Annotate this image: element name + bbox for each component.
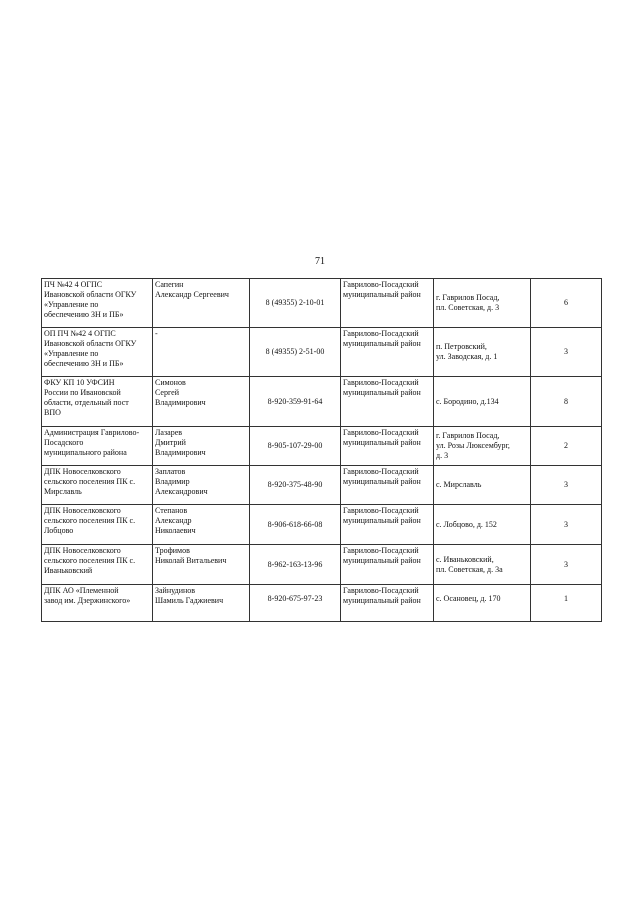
phone-cell-text: 8-906-618-66-08 (267, 519, 323, 529)
district-cell-text: Гаврилово-Посадский муниципальный район (343, 378, 421, 397)
district-cell (341, 427, 434, 466)
table-row (42, 585, 602, 622)
table-row (42, 545, 602, 585)
phone-cell-text: 8-920-675-97-23 (267, 594, 323, 603)
phone-cell-text: 8-920-359-91-64 (267, 396, 323, 406)
organization-cell-text: ФКУ КП 10 УФСИН России по Ивановской области, отдельный пост ВПО (44, 378, 129, 417)
organization-cell-text: ДПК Новоселковского сельского поселения ПК с. Мирславль (44, 467, 136, 496)
district-cell (341, 585, 434, 622)
phone-cell (250, 466, 341, 505)
district-cell (341, 466, 434, 505)
count-cell (531, 466, 602, 505)
address-cell-text: с. Осановец, д. 170 (436, 594, 501, 603)
organization-cell-text: ОП ПЧ №42 4 ОГПС Ивановской области ОГКУ «Управление по обеспечению ЗН и ПБ» (44, 329, 137, 368)
count-cell (531, 427, 602, 466)
table-row (42, 328, 602, 377)
organization-cell-text: ПЧ №42 4 ОГПС Ивановской области ОГКУ «Управление по обеспечению ЗН и ПБ» (44, 280, 137, 319)
count-cell-text: 2 (564, 441, 568, 450)
count-cell (531, 377, 602, 427)
address-cell (434, 328, 531, 377)
phone-cell-text: 8 (49355) 2-10-01 (265, 298, 325, 307)
organization-cell (42, 279, 153, 328)
table-row (42, 279, 602, 328)
address-cell (434, 466, 531, 505)
organization-cell-text: Администрация Гаврилово- Посадского муниципального района (44, 428, 140, 457)
phone-cell (250, 377, 341, 427)
table-row (42, 377, 602, 427)
organization-cell (42, 505, 153, 545)
district-cell-text: Гаврилово-Посадский муниципальный район (343, 280, 421, 299)
count-cell-text: 3 (564, 480, 568, 489)
address-cell (434, 377, 531, 427)
table-row (42, 505, 602, 545)
count-cell (531, 279, 602, 328)
person-cell (153, 466, 250, 505)
organization-cell-text: ДПК Новоселковского сельского поселения ПК с. Иваньковский (44, 546, 136, 575)
count-cell-text: 3 (564, 559, 568, 569)
table-row (42, 466, 602, 505)
phone-cell (250, 545, 341, 585)
district-cell (341, 279, 434, 328)
organization-cell (42, 377, 153, 427)
person-cell-text: Трофимов Николай Витальевич (155, 546, 227, 565)
phone-cell (250, 279, 341, 328)
page-number: 71 (315, 256, 325, 267)
organization-cell (42, 585, 153, 622)
organization-cell (42, 545, 153, 585)
district-cell-text: Гаврилово-Посадский муниципальный район (343, 428, 421, 447)
district-cell (341, 545, 434, 585)
person-cell (153, 377, 250, 427)
person-cell (153, 505, 250, 545)
count-cell-text: 6 (564, 298, 568, 307)
address-cell-text: с. Бородино, д.134 (436, 396, 499, 406)
count-cell (531, 545, 602, 585)
district-cell (341, 328, 434, 377)
address-cell (434, 427, 531, 466)
address-cell-text: с. Лобцово, д. 152 (436, 519, 497, 529)
organization-cell (42, 466, 153, 505)
person-cell-text: Зайнудинов Шамиль Гаджиевич (155, 586, 224, 605)
phone-cell-text: 8-920-375-48-90 (267, 480, 323, 489)
person-cell (153, 545, 250, 585)
address-cell (434, 585, 531, 622)
table-body (42, 279, 602, 622)
person-cell (153, 585, 250, 622)
district-cell (341, 377, 434, 427)
organization-cell (42, 328, 153, 377)
address-cell-text: с. Мирславль (436, 480, 482, 489)
person-cell-text: Сапегин Александр Сергеевич (155, 280, 229, 299)
table-row (42, 427, 602, 466)
district-cell-text: Гаврилово-Посадский муниципальный район (343, 329, 421, 348)
count-cell (531, 505, 602, 545)
person-cell-text: Заплатов Владимир Александрович (155, 467, 208, 496)
district-cell-text: Гаврилово-Посадский муниципальный район (343, 506, 421, 525)
address-cell (434, 545, 531, 585)
phone-cell (250, 585, 341, 622)
count-cell-text: 8 (564, 396, 568, 406)
district-cell-text: Гаврилово-Посадский муниципальный район (343, 467, 421, 486)
count-cell-text: 1 (564, 594, 568, 603)
organization-cell (42, 427, 153, 466)
count-cell (531, 585, 602, 622)
person-cell (153, 328, 250, 377)
person-cell-text: Лазарев Дмитрий Владимирович (155, 428, 206, 457)
address-cell (434, 505, 531, 545)
phone-cell (250, 328, 341, 377)
count-cell-text: 3 (564, 519, 568, 529)
district-cell-text: Гаврилово-Посадский муниципальный район (343, 546, 421, 565)
phone-cell-text: 8-905-107-29-00 (267, 441, 323, 450)
district-cell-text: Гаврилово-Посадский муниципальный район (343, 586, 421, 605)
address-cell-text: г. Гаврилов Посад, ул. Розы Люксембург, д. 3 (436, 431, 510, 460)
address-cell (434, 279, 531, 328)
fire-units-table (41, 278, 602, 622)
organization-cell-text: ДПК Новоселковского сельского поселения ПК с. Лобцово (44, 506, 136, 535)
address-cell-text: г. Гаврилов Посад, пл. Советская, д. 3 (436, 293, 500, 312)
organization-cell-text: ДПК АО «Племенной завод им. Дзержинского» (44, 586, 131, 605)
phone-cell (250, 505, 341, 545)
count-cell (531, 328, 602, 377)
count-cell-text: 3 (564, 347, 568, 356)
district-cell (341, 505, 434, 545)
person-cell (153, 279, 250, 328)
address-cell-text: п. Петровский, ул. Заводская, д. 1 (436, 342, 498, 361)
person-cell-text: Степанов Александр Николаевич (155, 506, 196, 535)
phone-cell-text: 8 (49355) 2-51-00 (265, 347, 325, 356)
phone-cell-text: 8-962-163-13-96 (267, 559, 323, 569)
person-cell-text: - (155, 329, 158, 338)
address-cell-text: с. Иваньковский, пл. Советская, д. 3а (436, 554, 503, 574)
person-cell-text: Симонов Сергей Владимирович (155, 378, 206, 407)
person-cell (153, 427, 250, 466)
phone-cell (250, 427, 341, 466)
